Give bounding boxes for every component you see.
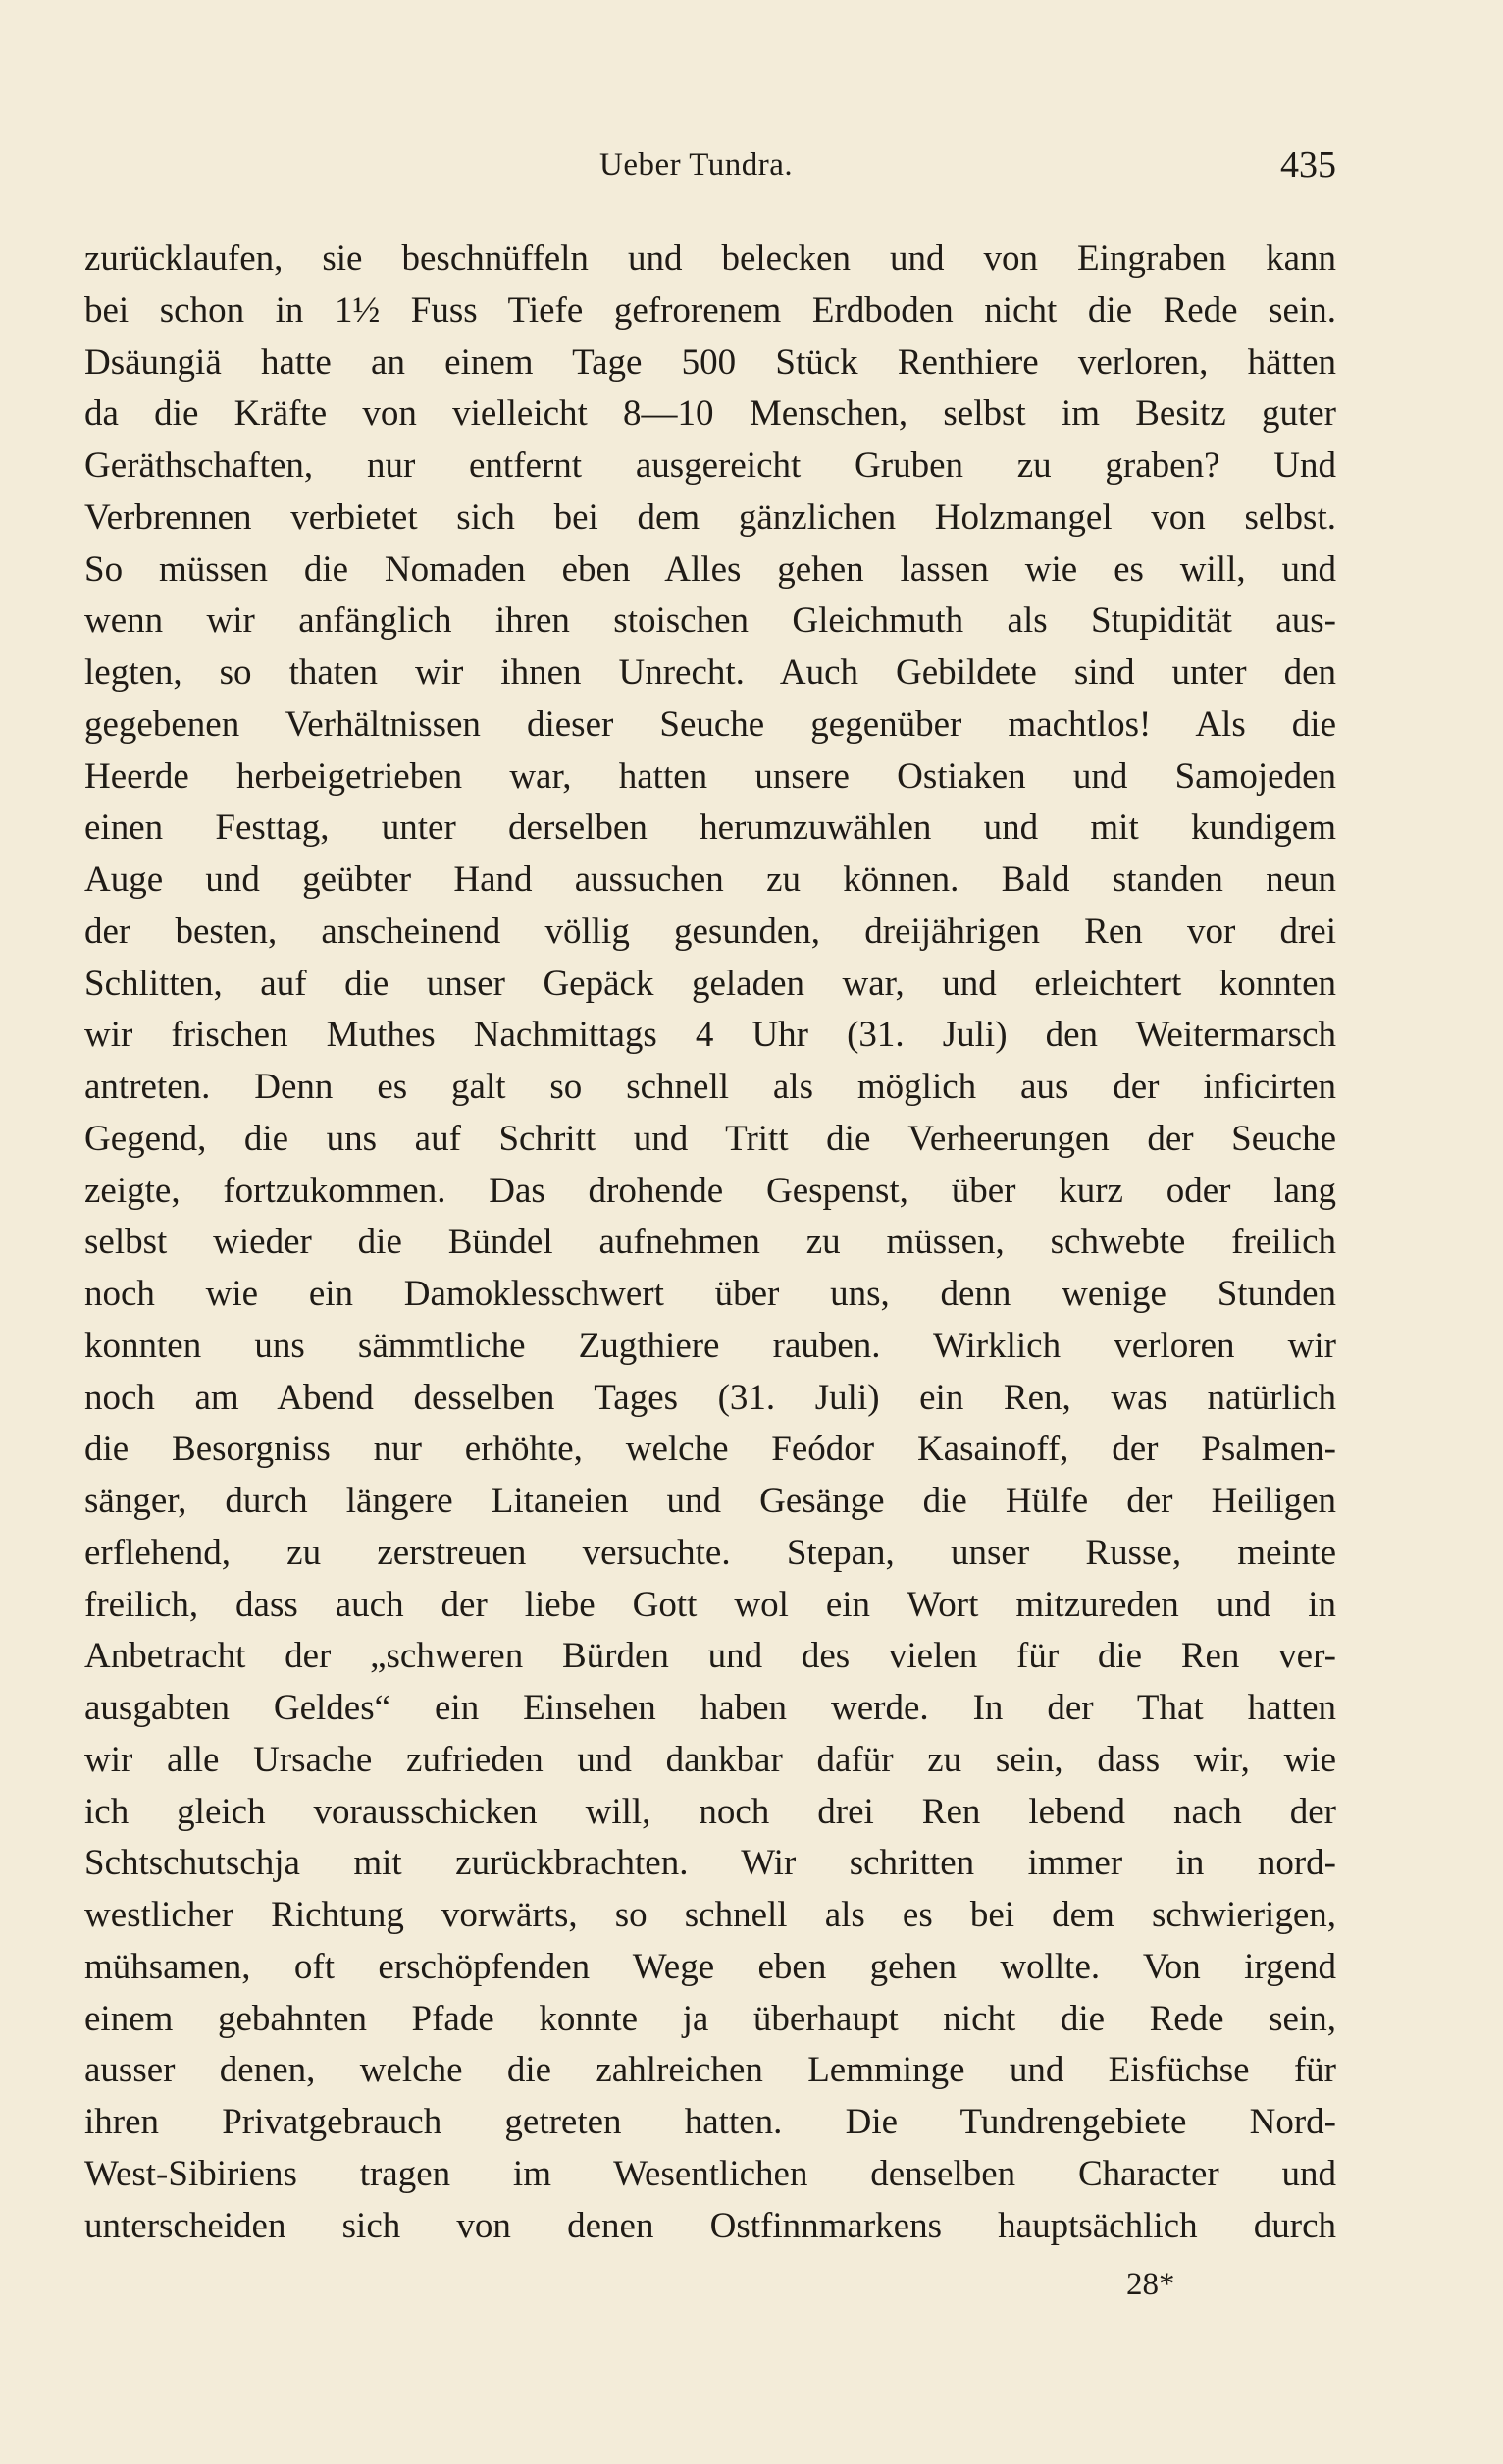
text-line: einem gebahnten Pfade konnte ja überhaupt nicht die Rede sein, [84,1998,1336,2039]
text-line: Geräthschaften, nur entfernt ausgereicht Gruben zu graben? Und [84,446,1336,486]
text-line: Auge und geübter Hand aussuchen zu können. Bald standen neun [84,860,1336,900]
text-line: mühsamen, oft erschöpfenden Wege eben gehen wollte. Von irgend [84,1946,1336,1987]
text-line: Heerde herbeigetrieben war, hatten unsere Ostiaken und Samojeden [84,756,1336,797]
text-line: unterscheiden sich von denen Ostfinnmarkens hauptsächlich durch [84,2205,1336,2246]
text-line: Dsäungiä hatte an einem Tage 500 Stück Renthiere verloren, hätten [84,341,1336,383]
text-line: zurücklaufen, sie beschnüffeln und belecken und von Eingraben kann [84,238,1336,279]
text-line: konnten uns sämmtliche Zugthiere rauben. Wirklich verloren wir [84,1325,1336,1366]
text-line: ausser denen, welche die zahlreichen Lemminge und Eisfüchse für [84,2050,1336,2091]
text-line: da die Kräfte von vielleicht 8—10 Menschen, selbst im Besitz guter [84,393,1336,435]
text-line: West-Sibiriens tragen im Wesentlichen denselben Character und [84,2153,1336,2194]
text-line: der besten, anscheinend völlig gesunden, dreijährigen Ren vor drei [84,911,1336,952]
text-line: Verbrennen verbietet sich bei dem gänzlichen Holzmangel von selbst. [84,497,1336,538]
text-line: westlicher Richtung vorwärts, so schnell als es bei dem schwierigen, [84,1895,1336,1935]
text-line: So müssen die Nomaden eben Alles gehen lassen wie es will, und [84,549,1336,590]
text-line: noch wie ein Damoklesschwert über uns, denn wenige Stunden [84,1274,1336,1314]
text-line: ich gleich vorausschicken will, noch drei Ren lebend nach der [84,1791,1336,1832]
text-line: gegebenen Verhältnissen dieser Seuche gegenüber machtlos! Als die [84,704,1336,745]
running-head: Ueber Tundra. [599,147,794,183]
text-line: ihren Privatgebrauch getreten hatten. Die Tundrengebiete Nord- [84,2102,1336,2142]
text-line: bei schon in 1½ Fuss Tiefe gefrorenem Erdboden nicht die Rede sein. [84,289,1336,331]
text-line: wir frischen Muthes Nachmittags 4 Uhr (31. Juli) den Weitermarsch [84,1015,1336,1056]
text-line: erflehend, zu zerstreuen versuchte. Stepan, unser Russe, meinte [84,1532,1336,1573]
signature-mark: 28* [1126,2267,1175,2302]
text-line: selbst wieder die Bündel aufnehmen zu müssen, schwebte freilich [84,1222,1336,1263]
text-line: Schtschutschja mit zurückbrachten. Wir schritten immer in nord- [84,1843,1336,1884]
page-number: 435 [1280,144,1336,185]
text-line: wir alle Ursache zufrieden und dankbar dafür zu sein, dass wir, wie [84,1739,1336,1780]
text-line: die Besorgniss nur erhöhte, welche Feódor Kasainoff, der Psalmen- [84,1429,1336,1470]
text-line: antreten. Denn es galt so schnell als möglich aus der inficirten [84,1067,1336,1107]
body-text [84,234,1336,2252]
text-line: zeigte, fortzukommen. Das drohende Gespenst, über kurz oder lang [84,1170,1336,1211]
text-line: Gegend, die uns auf Schritt und Tritt die Verheerungen der Seuche [84,1118,1336,1159]
text-line: wenn wir anfänglich ihren stoischen Gleichmuth als Stupidität aus- [84,601,1336,642]
text-line: einen Festtag, unter derselben herumzuwählen und mit kundigem [84,808,1336,849]
text-line: Anbetracht der „schweren Bürden und des vielen für die Ren ver- [84,1636,1336,1677]
text-line: sänger, durch längere Litaneien und Gesänge die Hülfe der Heiligen [84,1481,1336,1521]
page-header [84,144,1336,196]
text-line: noch am Abend desselben Tages (31. Juli) ein Ren, was natürlich [84,1377,1336,1418]
text-line: Schlitten, auf die unser Gepäck geladen war, und erleichtert konnten [84,963,1336,1004]
text-line: freilich, dass auch der liebe Gott wol ein Wort mitzureden und in [84,1584,1336,1625]
text-line: ausgabten Geldes“ ein Einsehen haben werde. In der That hatten [84,1688,1336,1728]
text-line: legten, so thaten wir ihnen Unrecht. Auch Gebildete sind unter den [84,653,1336,693]
